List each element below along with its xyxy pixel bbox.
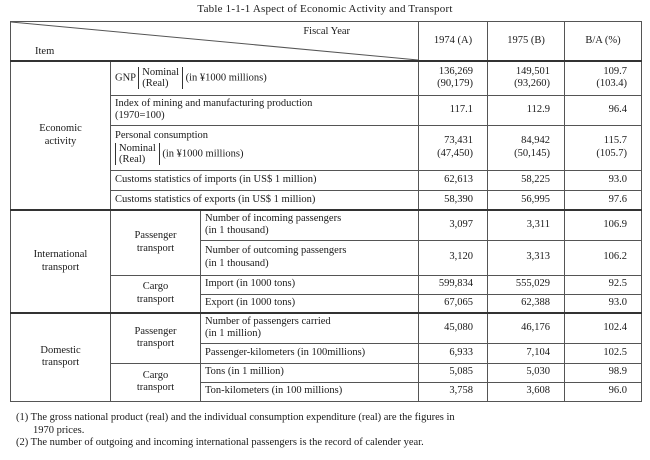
group-economic-activity: Economic activity [11,61,111,210]
import-tons-label: Import (in 1000 tons) [201,275,419,294]
gnp-1974: 136,269 (90,179) [419,61,488,95]
export-tons-1974: 67,065 [419,294,488,313]
import-tons-1974: 599,834 [419,275,488,294]
passengers-carried-ratio: 102.4 [565,313,642,343]
ton-km-1975: 3,608 [488,382,565,401]
gnp-ratio: 109.7 (103.4) [565,61,642,95]
import-tons-1975: 555,029 [488,275,565,294]
incoming-label: Number of incoming passengers (in 1 thousand) [201,210,419,240]
ton-km-1974: 3,758 [419,382,488,401]
passenger-km-1975: 7,104 [488,343,565,363]
header-diagonal-cell [11,22,419,62]
passengers-carried-1975: 46,176 [488,313,565,343]
col-header-ratio: B/A (%) [565,22,642,62]
col-header-1974: 1974 (A) [419,22,488,62]
passenger-km-label: Passenger-kilometers (in 100millions) [201,343,419,363]
tons-ratio: 98.9 [565,363,642,382]
ton-km-label: Ton-kilometers (in 100 millions) [201,382,419,401]
tons-1974: 5,085 [419,363,488,382]
header-row [11,22,642,62]
table-title: Table 1-1-1 Aspect of Economic Activity and Transport [197,3,453,15]
tons-label: Tons (in 1 million) [201,363,419,382]
subgroup-intl-passenger: Passenger transport [111,210,201,275]
imports-label: Customs statistics of imports (in US$ 1 million) [111,170,419,190]
footnotes [16,412,636,450]
passengers-carried-label: Number of passengers carried (in 1 million) [201,313,419,343]
mining-ratio: 96.4 [565,95,642,125]
subgroup-intl-cargo: Cargo transport [111,275,201,313]
ton-km-ratio: 96.0 [565,382,642,401]
mining-label: Index of mining and manufacturing production (1970=100) [111,95,419,125]
imports-ratio: 93.0 [565,170,642,190]
export-tons-label: Export (in 1000 tons) [201,294,419,313]
passengers-carried-1974: 45,080 [419,313,488,343]
passenger-km-ratio: 102.5 [565,343,642,363]
incoming-1974: 3,097 [419,210,488,240]
footnote-2: (2) The number of outgoing and incoming international passengers is the record of calender year. [16,437,424,448]
economic-activity-table [10,21,642,402]
nominal-real-bracket: Nominal (Real) [115,143,160,165]
exports-ratio: 97.6 [565,190,642,210]
group-international-transport: International transport [11,210,111,313]
subgroup-dom-cargo: Cargo transport [111,363,201,401]
footnote-1: (1) The gross national product (real) and the individual consumption expenditure (real) are the figures in [16,412,455,423]
incoming-1975: 3,311 [488,210,565,240]
consumption-ratio: 115.7 (105.7) [565,125,642,170]
incoming-ratio: 106.9 [565,210,642,240]
table-row [11,61,642,95]
consumption-1975: 84,942 (50,145) [488,125,565,170]
table-row [11,313,642,343]
table-row [11,210,642,240]
gnp-label: GNP Nominal (Real) (in ¥1000 millions) [111,61,419,95]
outcoming-1975: 3,313 [488,240,565,275]
consumption-1974: 73,431 (47,450) [419,125,488,170]
exports-label: Customs statistics of exports (in US$ 1 million) [111,190,419,210]
export-tons-1975: 62,388 [488,294,565,313]
gnp-1975: 149,501 (93,260) [488,61,565,95]
subgroup-dom-passenger: Passenger transport [111,313,201,363]
passenger-km-1974: 6,933 [419,343,488,363]
exports-1974: 58,390 [419,190,488,210]
fiscal-year-label: Fiscal Year [303,26,351,37]
imports-1974: 62,613 [419,170,488,190]
consumption-label: Personal consumption Nominal (Real) (in ¥1000 millions) [111,125,419,170]
outcoming-ratio: 106.2 [565,240,642,275]
tons-1975: 5,030 [488,363,565,382]
item-label: Item [35,45,55,57]
footnote-1-continued: 1970 prices. [33,424,85,436]
imports-1975: 58,225 [488,170,565,190]
group-domestic-transport: Domestic transport [11,313,111,401]
outcoming-label: Number of outcoming passengers (in 1 thousand) [201,240,419,275]
export-tons-ratio: 93.0 [565,294,642,313]
mining-1974: 117.1 [419,95,488,125]
diagonal-line [11,22,418,60]
col-header-1975: 1975 (B) [488,22,565,62]
mining-1975: 112.9 [488,95,565,125]
outcoming-1974: 3,120 [419,240,488,275]
nominal-real-bracket: Nominal (Real) [138,67,183,89]
exports-1975: 56,995 [488,190,565,210]
import-tons-ratio: 92.5 [565,275,642,294]
